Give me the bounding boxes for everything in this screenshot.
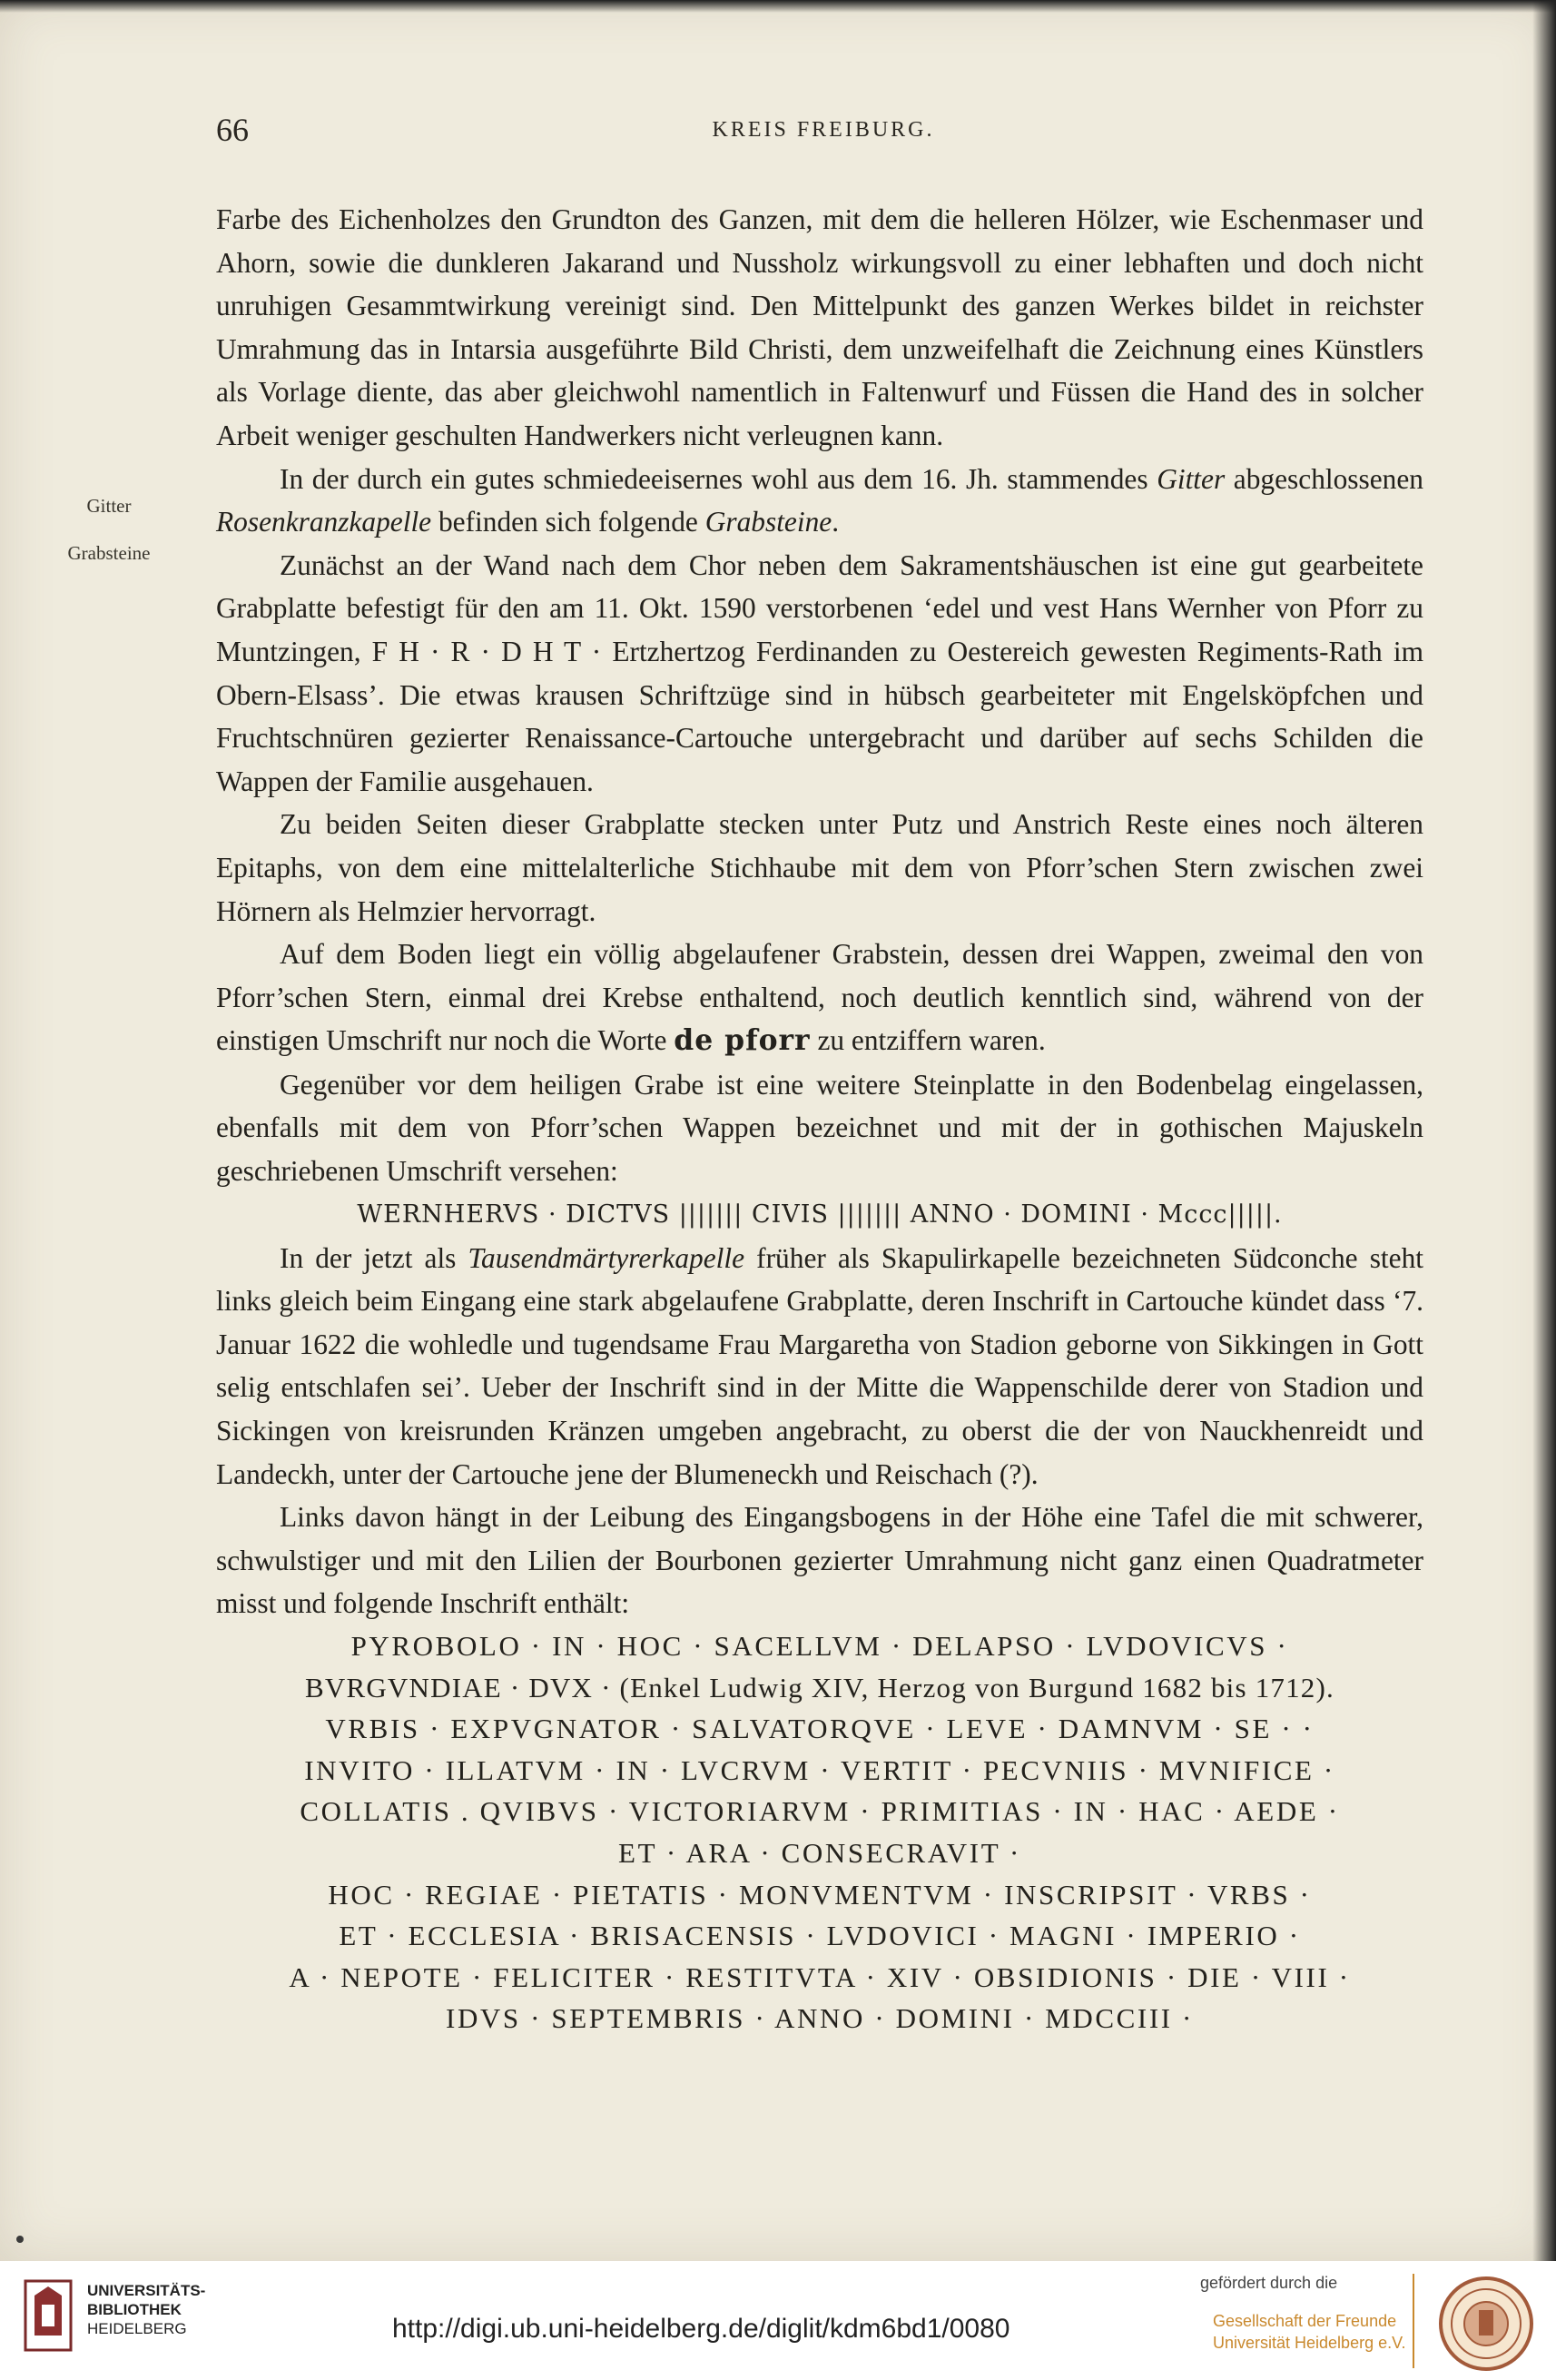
digitization-footer xyxy=(0,2261,1556,2380)
inscription-line: IDVS · SEPTEMBRIS · ANNO · DOMINI · MDCCIII · xyxy=(446,2002,1194,2035)
inscription-line: INVITO · ILLATVM · IN · LVCRVM · VERTIT · PECVNIIS · MVNIFICE · xyxy=(304,1753,1335,1786)
paragraph-4: Zu beiden Seiten dieser Grabplatte stecken unter Putz und Anstrich Reste eines noch älteren Epitaphs, von dem eine mittelalterliche Stichhaube mit dem von Pforr’schen Stern zwischen zwei Hörnern als Helmzier hervorragt. xyxy=(216,808,1423,927)
footer-divider xyxy=(1413,2274,1414,2368)
library-name xyxy=(87,2281,205,2338)
paragraph-2-text-b: abgeschlossenen xyxy=(1225,462,1423,495)
paragraph-2-text-d: . xyxy=(832,506,840,538)
inscription-line: HOC · REGIAE · PIETATIS · MONVMENTVM · INSCRIPSIT · VRBS · xyxy=(328,1878,1312,1911)
running-head xyxy=(216,111,1431,156)
paragraph-7-text-a: In der jetzt als xyxy=(280,1241,468,1274)
gothic-inscription: WERNHERVS · DICTVS ||||||| CIVIS ||||||| ANNO · DOMINI · Mccc|||||. xyxy=(357,1200,1283,1229)
body-text xyxy=(216,198,1423,2039)
inscription-line: BVRGVNDIAE · DVX · (Enkel Ludwig XIV, Herzog von Burgund 1682 bis 1712). xyxy=(305,1671,1334,1704)
inscription-line: ET · ARA · CONSECRAVIT · xyxy=(618,1836,1021,1869)
library-name-line-3: HEIDELBERG xyxy=(87,2320,187,2337)
society-name-line-2: Universität Heidelberg e.V. xyxy=(1213,2334,1406,2352)
permalink-url[interactable]: http://digi.ub.uni-heidelberg.de/diglit/kdm6bd1/0080 xyxy=(392,2314,1010,2344)
paragraph-5 xyxy=(216,933,1423,1063)
scan-edge-top xyxy=(0,0,1556,13)
paragraph-2 xyxy=(216,458,1423,544)
latin-inscription xyxy=(216,1625,1423,2039)
margin-note-gitter: Gitter xyxy=(86,495,132,517)
margin-note-grabsteine: Grabsteine xyxy=(67,542,151,564)
inscription-line: VRBIS · EXPVGNATOR · SALVATORQVE · LEVE · DAMNVM · SE · · xyxy=(325,1713,1315,1745)
scan-edge-right xyxy=(1532,0,1556,2261)
inscription-line: PYROBOLO · IN · HOC · SACELLVM · DELAPSO · LVDOVICVS · xyxy=(350,1630,1289,1662)
funded-by-label: gefördert durch die xyxy=(1200,2274,1338,2292)
paragraph-5-text-b: zu entziffern waren. xyxy=(810,1024,1046,1057)
inscription-line: ET · ECCLESIA · BRISACENSIS · LVDOVICI · MAGNI · IMPERIO · xyxy=(339,1920,1301,1952)
university-library-logo-icon xyxy=(22,2277,74,2354)
paragraph-6: Gegenüber vor dem heiligen Grabe ist eine weitere Steinplatte in den Bodenbelag eingelassen, ebenfalls mit dem von Pforr’schen Wappen bezeichnet und mit der in gothischen Majuskeln geschriebenen Umschrift versehen: xyxy=(216,1068,1423,1188)
fraktur-words: de pforr xyxy=(674,1024,811,1058)
university-seal-icon xyxy=(1436,2274,1536,2374)
term-gitter: Gitter xyxy=(1157,462,1226,495)
library-name-line-2: BIBLIOTHEK xyxy=(87,2301,182,2318)
term-rosenkranzkapelle: Rosenkranzkapelle xyxy=(216,506,432,538)
society-name-line-1: Gesellschaft der Freunde xyxy=(1213,2312,1397,2330)
paragraph-1: Farbe des Eichenholzes den Grundton des Ganzen, mit dem die helleren Hölzer, wie Eschenmaser und Ahorn, sowie die dunkleren Jakarand und Nussholz wirkungsvoll zu einer lebhaften und doch nicht unruhigen Gesammtwirkung vereinigt sind. Den Mittelpunkt des ganzen Werkes bildet in reichster Umrahmung das in Intarsia ausgeführte Bild Christi, dem unzweifelhaft die Zeichnung eines Künstlers als Vorlage diente, das aber gleichwohl namentlich in Faltenwurf und Füssen die Hand des in solcher Arbeit weniger geschulten Handwerkers nicht verleugnen kann. xyxy=(216,203,1423,451)
page-number: 66 xyxy=(216,112,249,148)
society-name xyxy=(1213,2310,1405,2354)
library-name-line-1: UNIVERSITÄTS- xyxy=(87,2282,206,2299)
paragraph-7 xyxy=(216,1237,1423,1496)
paragraph-8: Links davon hängt in der Leibung des Eingangsbogens in der Höhe eine Tafel die mit schwerer, schwulstiger und mit den Lilien der Bourbonen gezierter Umrahmung nicht ganz einen Quadratmeter misst und folgende Inschrift enthält: xyxy=(216,1501,1423,1620)
paragraph-5-text-a: Auf dem Boden liegt ein völlig abgelaufener Grabstein, dessen drei Wappen, zweimal den von Pforr’schen Stern, einmal drei Krebse enthaltend, noch deutlich kenntlich sind, während von der einstigen Umschrift nur noch die Worte xyxy=(216,938,1423,1057)
running-title: KREIS FREIBURG. xyxy=(712,118,935,142)
paragraph-7-text-b: früher als Skapulirkapelle bezeichneten Südconche steht links gleich beim Eingang eine stark abgelaufene Grabplatte, deren Inschrift in Cartouche kündet dass ‘7. Januar 1622 die wohledle und tugendsame Frau Margaretha von Stadion geborne von Sikkingen in Gott selig entschlafen sei’. Ueber der Inschrift sind in der Mitte die Wappenschilde derer von Stadion und Sickingen von kreisrunden Kränzen umgeben angebracht, zu oberst die der von Nauckhenreidt und Landeckh, unter der Cartouche jene der Blumeneckh und Reischach (?). xyxy=(216,1241,1423,1490)
paragraph-2-text-a: In der durch ein gutes schmiedeeisernes wohl aus dem 16. Jh. stammendes xyxy=(280,462,1157,495)
term-grabsteine: Grabsteine xyxy=(704,506,832,538)
term-tausendmaertyrerkapelle: Tausendmärtyrerkapelle xyxy=(468,1241,745,1274)
paragraph-2-text-c: befinden sich folgende xyxy=(431,506,705,538)
inscription-line: A · NEPOTE · FELICITER · RESTITVTA · XIV · OBSIDIONIS · DIE · VIII · xyxy=(289,1960,1351,1993)
scan-speck xyxy=(16,2236,24,2243)
paragraph-3: Zunächst an der Wand nach dem Chor neben dem Sakramentshäuschen ist eine gut gearbeitete Grabplatte befestigt für den am 11. Okt. 1590 verstorbenen ‘edel und vest Hans Wernher von Pforr zu Muntzingen, F H · R · D H T · Ertzhertzog Ferdinanden zu Oestereich gewesten Regiments-Rath im Obern-Elsass’. Die etwas krausen Schriftzüge sind in hübsch gearbeiteter mit Engelsköpfchen und Fruchtschnüren gezierter Renaissance-Cartouche untergebracht und darüber auf sechs Schilden die Wappen der Familie ausgehauen. xyxy=(216,548,1423,797)
inscription-line: COLLATIS . QVIBVS · VICTORIARVM · PRIMITIAS · IN · HAC · AEDE · xyxy=(300,1795,1340,1828)
